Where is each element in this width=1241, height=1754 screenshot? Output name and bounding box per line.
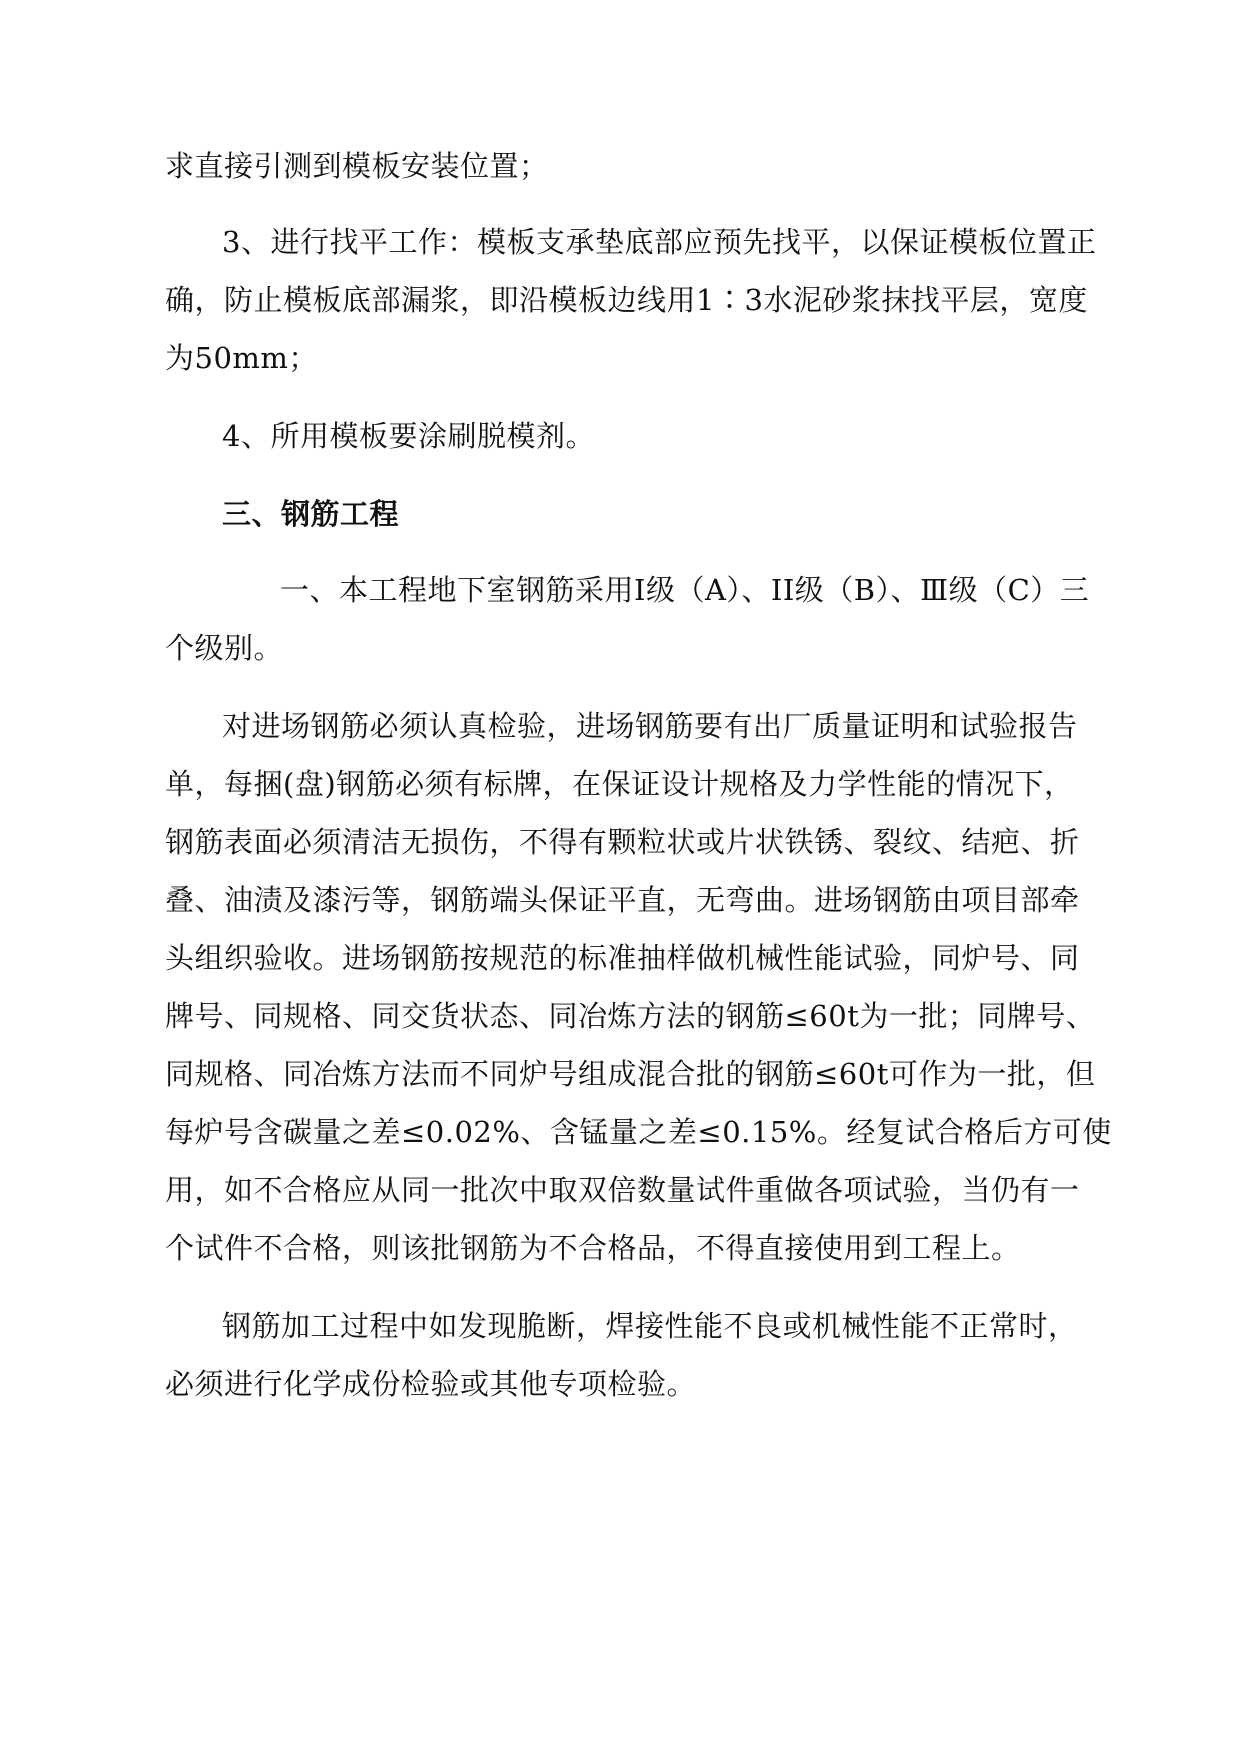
paragraph-line: 叠、油渍及漆污等，钢筋端头保证平直，无弯曲。进场钢筋由项目部牵 (165, 883, 1080, 917)
paragraph-line: 确，防止模板底部漏浆，即沿模板边线用1∶3水泥砂浆抹找平层，宽度 (165, 283, 1088, 317)
paragraph-line: 每炉号含碳量之差≤0.02%、含锰量之差≤0.15%。经复试合格后方可使 (165, 1115, 1112, 1149)
paragraph-line: 牌号、同规格、同交货状态、同冶炼方法的钢筋≤60t为一批；同牌号、 (165, 999, 1096, 1033)
paragraph-line: 4、所用模板要涂刷脱模剂。 (222, 419, 595, 453)
paragraph-line: 为50mm； (165, 341, 318, 375)
section-heading: 三、钢筋工程 (222, 497, 400, 531)
paragraph-line: 个试件不合格，则该批钢筋为不合格品，不得直接使用到工程上。 (165, 1231, 1021, 1265)
paragraph-line: 个级别。 (165, 631, 284, 665)
paragraph-line: 单，每捆(盘)钢筋必须有标牌，在保证设计规格及力学性能的情况下， (165, 767, 1074, 801)
paragraph-line: 必须进行化学成份检验或其他专项检验。 (165, 1367, 697, 1401)
paragraph-line: 钢筋加工过程中如发现脆断，焊接性能不良或机械性能不正常时， (222, 1309, 1078, 1343)
paragraph-line: 同规格、同冶炼方法而不同炉号组成混合批的钢筋≤60t可作为一批，但 (165, 1057, 1096, 1091)
paragraph-line: 头组织验收。进场钢筋按规范的标准抽样做机械性能试验，同炉号、同 (165, 941, 1080, 975)
paragraph-line: 钢筋表面必须清洁无损伤，不得有颗粒状或片状铁锈、裂纹、结疤、折 (165, 825, 1080, 859)
paragraph-line: 3、进行找平工作：模板支承垫底部应预先找平，以保证模板位置正 (222, 225, 1097, 259)
paragraph-line: 用，如不合格应从同一批次中取双倍数量试件重做各项试验，当仍有一 (165, 1173, 1080, 1207)
paragraph-line: 对进场钢筋必须认真检验，进场钢筋要有出厂质量证明和试验报告 (222, 709, 1078, 743)
paragraph-line: 求直接引测到模板安装位置； (165, 149, 549, 183)
paragraph-line: 一、本工程地下室钢筋采用Ⅰ级（A）、II级（B）、Ⅲ级（C）三 (280, 573, 1090, 607)
